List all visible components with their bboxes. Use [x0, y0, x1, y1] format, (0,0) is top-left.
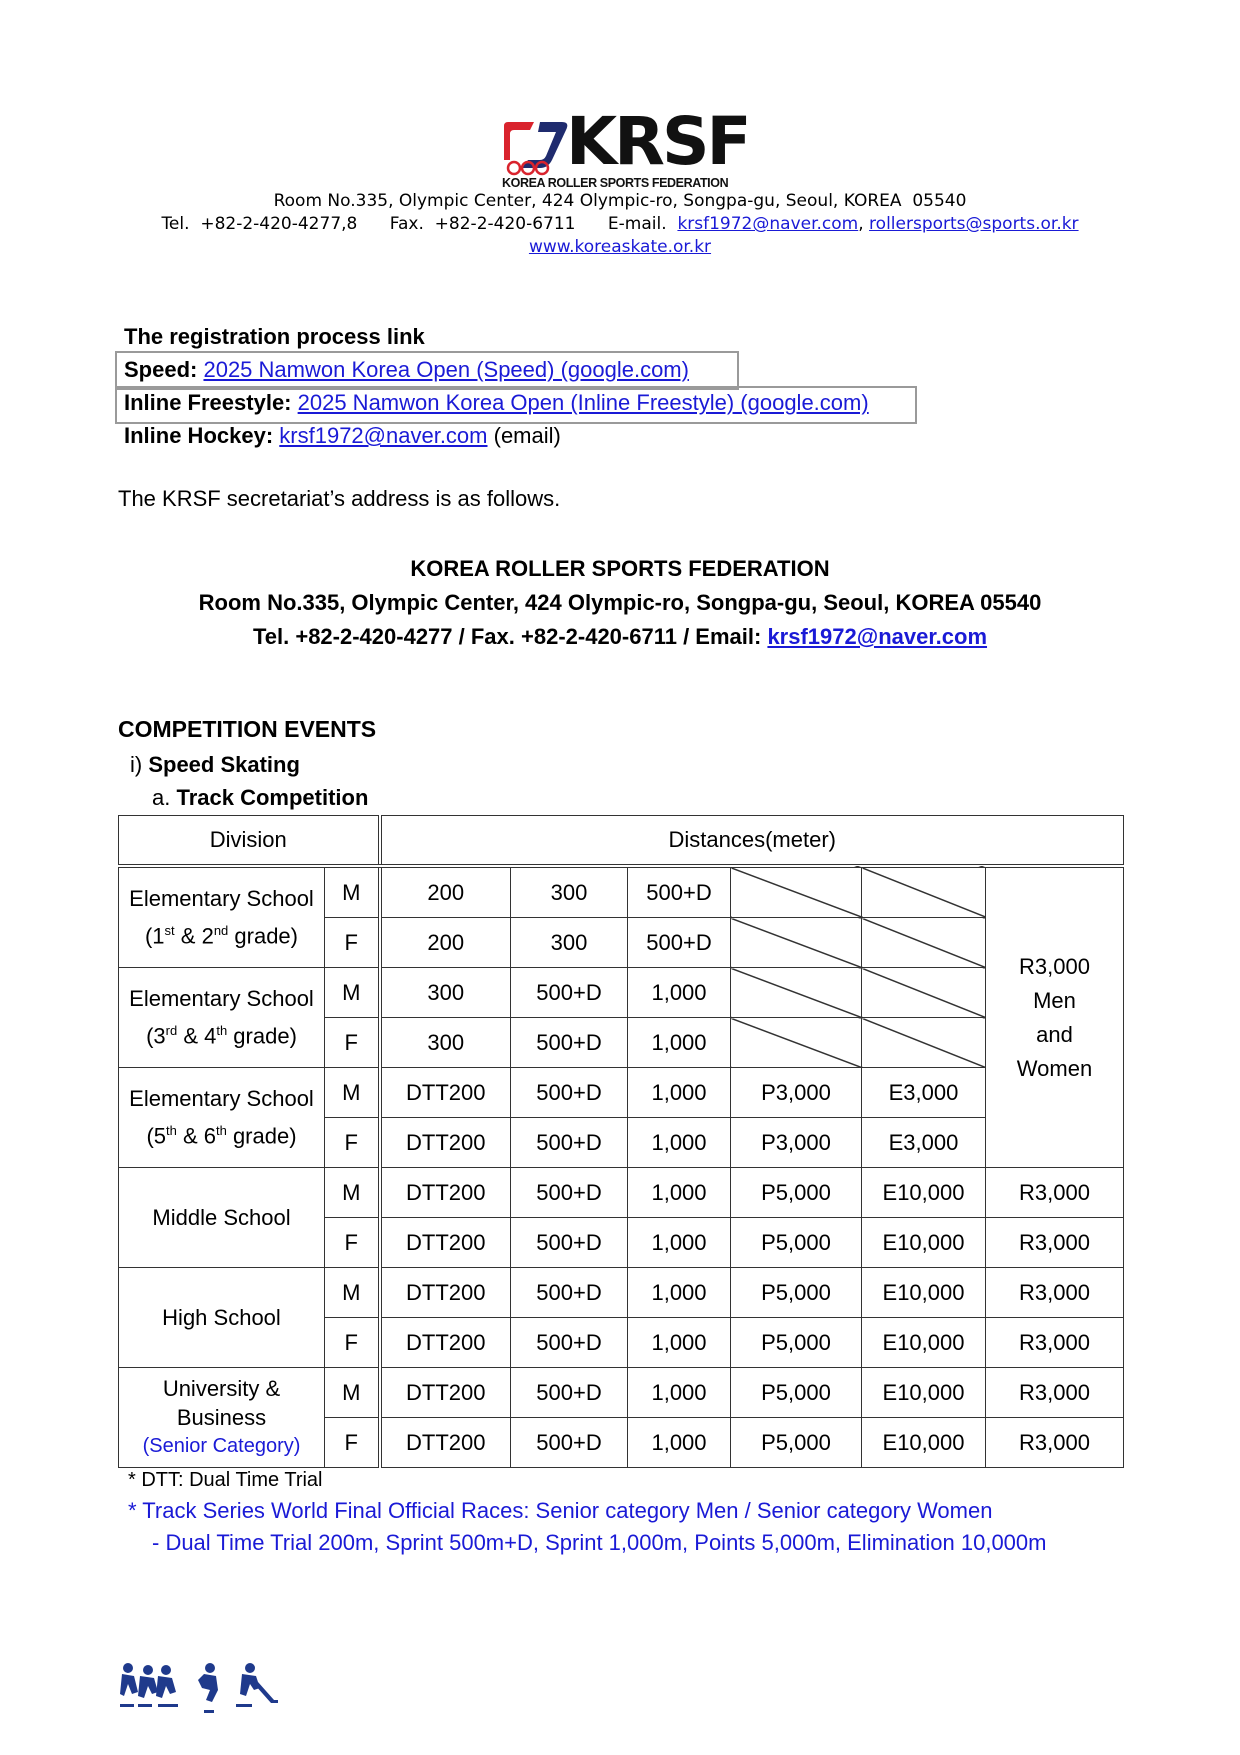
- distance-cell: 500+D: [511, 1118, 628, 1168]
- freestyle-registration-link[interactable]: 2025 Namwon Korea Open (Inline Freestyle) (google.com): [297, 390, 869, 415]
- grade-part-a: (3: [146, 1023, 166, 1049]
- distance-cell: 500+D: [628, 866, 731, 918]
- secretariat-address: [0, 552, 1240, 654]
- distance-cell: R3,000: [986, 1268, 1124, 1318]
- dtt-note: * DTT: Dual Time Trial: [128, 1469, 323, 1491]
- distance-cell: 500+D: [511, 1018, 628, 1068]
- contact-tel-fax: Tel. +82-2-420-4277,8 Fax. +82-2-420-6711 E-mail.: [161, 214, 678, 234]
- distance-cell: E10,000: [862, 1168, 986, 1218]
- gender-cell: M: [325, 866, 380, 918]
- distance-cell: DTT200: [380, 1318, 511, 1368]
- distance-cell: 1,000: [628, 1018, 731, 1068]
- gender-cell: F: [325, 1418, 380, 1468]
- table-row: [119, 1368, 1124, 1418]
- letterhead-email2-link[interactable]: rollersports@sports.or.kr: [869, 214, 1079, 234]
- grade-part-c: grade): [227, 1023, 297, 1049]
- sub1-text: Speed Skating: [148, 752, 300, 777]
- distance-cell: 1,000: [628, 1218, 731, 1268]
- distance-cell: P5,000: [731, 1318, 862, 1368]
- distance-cell: DTT200: [380, 1168, 511, 1218]
- grade-sup-b: th: [215, 1122, 227, 1138]
- table-row: [119, 1168, 1124, 1218]
- address-email-link[interactable]: krsf1972@naver.com: [767, 624, 988, 649]
- address-tel-fax: Tel. +82-2-420-4277 / Fax. +82-2-420-6711 / Email:: [252, 624, 768, 649]
- table-row: [119, 968, 1124, 1018]
- distance-cell: P3,000: [731, 1118, 862, 1168]
- empty-diagonal-cell: [862, 968, 986, 1018]
- roller-sports-pictogram-icons: [118, 1660, 298, 1720]
- letterhead-address: Room No.335, Olympic Center, 424 Olympic-ro, Songpa-gu, Seoul, KOREA 05540: [273, 191, 967, 211]
- distance-cell: 500+D: [511, 1268, 628, 1318]
- division-grade: [119, 1115, 324, 1152]
- world-final-note: * Track Series World Final Official Races: Senior category Men / Senior category Women: [128, 1498, 993, 1523]
- division-name: University &: [162, 1376, 281, 1401]
- gender-cell: F: [325, 1118, 380, 1168]
- distance-cell: 200: [380, 918, 511, 968]
- grade-sup-b: th: [216, 1022, 228, 1038]
- distance-cell: R3,000: [986, 1368, 1124, 1418]
- hockey-suffix: (email): [487, 423, 561, 448]
- address-line1: KOREA ROLLER SPORTS FEDERATION: [410, 556, 830, 581]
- distance-cell: DTT200: [380, 1068, 511, 1118]
- gender-cell: F: [325, 1218, 380, 1268]
- distance-cell: 500+D: [628, 918, 731, 968]
- website-link[interactable]: www.koreaskate.or.kr: [528, 237, 712, 257]
- distance-cell: 500+D: [511, 1418, 628, 1468]
- distance-cell: 1,000: [628, 1268, 731, 1318]
- world-final-races: - Dual Time Trial 200m, Sprint 500m+D, Sprint 1,000m, Points 5,000m, Elimination 10,000m: [152, 1530, 1047, 1555]
- division-high: High School: [119, 1268, 325, 1368]
- distance-cell: P3,000: [731, 1068, 862, 1118]
- division-es34: [119, 968, 325, 1068]
- division-es56: [119, 1068, 325, 1168]
- table-row: [119, 1068, 1124, 1118]
- division-name: Elementary School: [129, 985, 314, 1011]
- gender-cell: F: [325, 918, 380, 968]
- distance-cell: P5,000: [731, 1368, 862, 1418]
- distance-cell: DTT200: [380, 1218, 511, 1268]
- track-competition-heading: [152, 785, 368, 811]
- distance-cell: R3,000: [986, 1418, 1124, 1468]
- empty-diagonal-cell: [862, 1018, 986, 1068]
- empty-diagonal-cell: [731, 866, 862, 918]
- empty-diagonal-cell: [731, 968, 862, 1018]
- distance-cell: DTT200: [380, 1418, 511, 1468]
- grade-part-c: grade): [228, 923, 298, 949]
- division-name-2: Business: [176, 1405, 267, 1430]
- distance-cell: E10,000: [862, 1268, 986, 1318]
- relay-line: Men: [1033, 987, 1076, 1013]
- distance-cell: 1,000: [628, 1368, 731, 1418]
- sub2-text: Track Competition: [176, 785, 369, 810]
- distances-table: [118, 815, 1124, 1468]
- competition-title: COMPETITION EVENTS: [118, 716, 377, 742]
- table-header-row: [119, 816, 1124, 867]
- division-grade: [119, 1015, 324, 1052]
- distance-cell: P5,000: [731, 1168, 862, 1218]
- distance-cell: 500+D: [511, 1368, 628, 1418]
- grade-part-b: & 6: [176, 1123, 216, 1149]
- registration-heading: The registration process link: [124, 324, 425, 349]
- relay-line: Women: [1016, 1055, 1093, 1081]
- division-middle: Middle School: [119, 1168, 325, 1268]
- distance-cell: 500+D: [511, 968, 628, 1018]
- grade-sup-a: th: [166, 1122, 177, 1138]
- sub1-prefix: i): [130, 752, 149, 777]
- logo-subtitle: KOREA ROLLER SPORTS FEDERATION: [502, 176, 729, 190]
- distance-cell: 1,000: [628, 968, 731, 1018]
- hockey-label: Inline Hockey:: [124, 423, 280, 448]
- relay-line: and: [1036, 1021, 1073, 1047]
- distance-cell: R3,000: [986, 1218, 1124, 1268]
- distance-cell: P5,000: [731, 1268, 862, 1318]
- distance-cell: E3,000: [862, 1118, 986, 1168]
- relay-note-cell: [986, 866, 1124, 1168]
- empty-diagonal-cell: [862, 918, 986, 968]
- distance-cell: DTT200: [380, 1118, 511, 1168]
- krsf-logo: [500, 103, 749, 190]
- gender-cell: F: [325, 1018, 380, 1068]
- secretariat-intro: The KRSF secretariat’s address is as follows.: [118, 486, 561, 511]
- comma: ,: [858, 214, 870, 234]
- logo-text: KRSF: [566, 103, 749, 180]
- distance-cell: 500+D: [511, 1218, 628, 1268]
- distance-cell: 500+D: [511, 1318, 628, 1368]
- empty-diagonal-cell: [862, 866, 986, 918]
- distance-cell: 1,000: [628, 1418, 731, 1468]
- distance-cell: 300: [380, 1018, 511, 1068]
- distance-cell: 300: [511, 866, 628, 918]
- distance-cell: DTT200: [380, 1268, 511, 1318]
- letterhead: [0, 103, 1240, 259]
- grade-sup-b: nd: [213, 922, 229, 938]
- grade-sup-a: st: [164, 922, 175, 938]
- distance-cell: 1,000: [628, 1068, 731, 1118]
- distance-cell: 1,000: [628, 1118, 731, 1168]
- sub2-prefix: a.: [152, 785, 177, 810]
- distance-cell: E10,000: [862, 1368, 986, 1418]
- table-row: [119, 1268, 1124, 1318]
- freestyle-label: Inline Freestyle:: [124, 390, 298, 415]
- grade-part-c: grade): [226, 1123, 297, 1149]
- krsf-logo-mark-icon: [500, 120, 572, 176]
- distance-cell: R3,000: [986, 1168, 1124, 1218]
- letterhead-contact: [0, 213, 1240, 236]
- grade-part-a: (1: [144, 923, 165, 949]
- distance-cell: 1,000: [628, 1318, 731, 1368]
- table-row: [119, 866, 1124, 918]
- gender-cell: F: [325, 1318, 380, 1368]
- division-es12: [119, 866, 325, 968]
- gender-cell: M: [325, 1068, 380, 1118]
- distance-cell: E10,000: [862, 1418, 986, 1468]
- address-line2: Room No.335, Olympic Center, 424 Olympic-ro, Songpa-gu, Seoul, KOREA 05540: [198, 590, 1042, 615]
- header-division: Division: [119, 816, 380, 867]
- grade-part-b: & 2: [174, 923, 214, 949]
- grade-part-b: & 4: [177, 1023, 217, 1049]
- distance-cell: 500+D: [511, 1168, 628, 1218]
- division-name: Elementary School: [129, 885, 314, 911]
- distance-cell: P5,000: [731, 1218, 862, 1268]
- gender-cell: M: [325, 1368, 380, 1418]
- grade-sup-a: rd: [165, 1022, 178, 1038]
- speed-label: Speed:: [124, 357, 204, 382]
- distance-cell: R3,000: [986, 1318, 1124, 1368]
- speed-registration-link[interactable]: 2025 Namwon Korea Open (Speed) (google.com): [203, 357, 689, 382]
- hockey-email-link[interactable]: krsf1972@naver.com: [279, 423, 488, 448]
- senior-category-label: (Senior Category): [142, 1435, 301, 1457]
- division-grade: [119, 915, 324, 952]
- gender-cell: M: [325, 1168, 380, 1218]
- gender-cell: M: [325, 968, 380, 1018]
- letterhead-email1-link[interactable]: krsf1972@naver.com: [677, 214, 859, 234]
- distance-cell: 1,000: [628, 1168, 731, 1218]
- distance-cell: 500+D: [511, 1068, 628, 1118]
- division-name: Elementary School: [129, 1085, 314, 1111]
- distance-cell: 300: [380, 968, 511, 1018]
- registration-block: [124, 320, 869, 452]
- speed-skating-heading: [130, 752, 300, 778]
- gender-cell: M: [325, 1268, 380, 1318]
- empty-diagonal-cell: [731, 1018, 862, 1068]
- table-notes: [128, 1469, 1046, 1556]
- distance-cell: E10,000: [862, 1318, 986, 1368]
- grade-part-a: (5: [146, 1123, 166, 1149]
- distance-cell: 300: [511, 918, 628, 968]
- distance-cell: E3,000: [862, 1068, 986, 1118]
- division-university: [119, 1368, 325, 1468]
- distance-cell: DTT200: [380, 1368, 511, 1418]
- distance-cell: P5,000: [731, 1418, 862, 1468]
- header-distances: Distances(meter): [380, 816, 1124, 867]
- relay-line: R3,000: [1019, 953, 1090, 979]
- empty-diagonal-cell: [731, 918, 862, 968]
- distance-cell: E10,000: [862, 1218, 986, 1268]
- distance-cell: 200: [380, 866, 511, 918]
- address-line3: [0, 620, 1240, 654]
